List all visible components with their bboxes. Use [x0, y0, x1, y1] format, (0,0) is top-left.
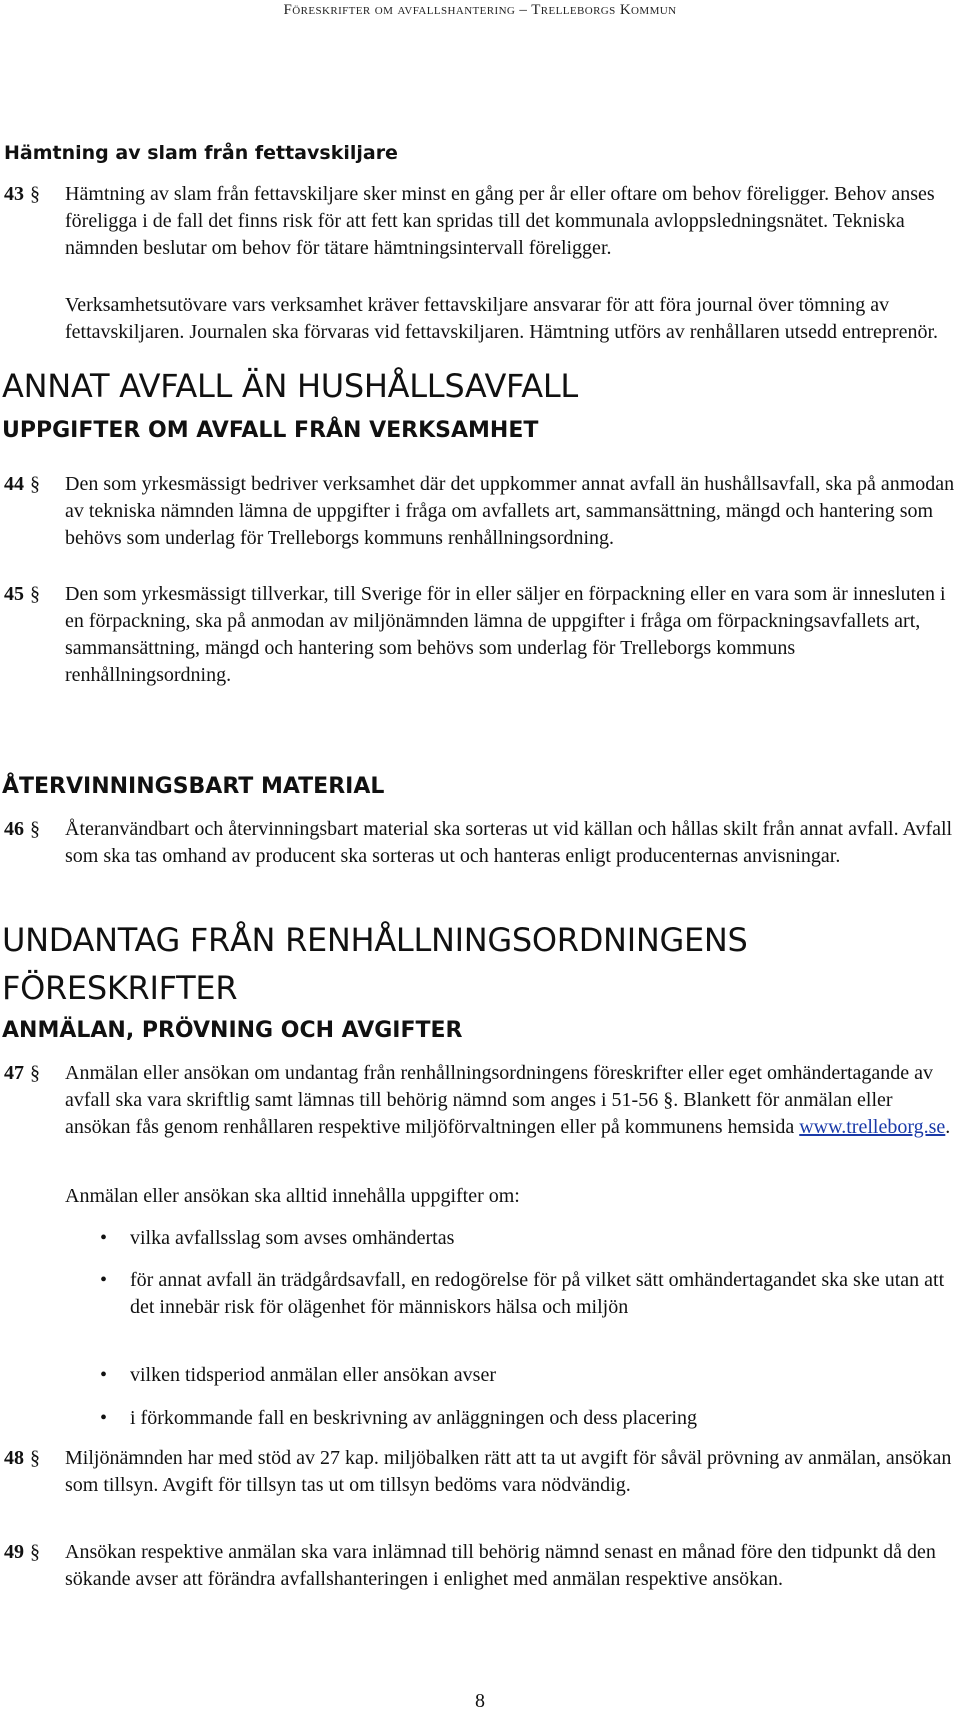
bullet-icon: • — [100, 1269, 108, 1291]
notification-heading: ANMÄLAN, PRÖVNING OCH AVGIFTER — [2, 1018, 463, 1043]
other-waste-heading: ANNAT AVFALL ÄN HUSHÅLLSAVFALL — [2, 367, 578, 405]
paragraph-46-text: Återanvändbart och återvinningsbart material ska sorteras ut vid källan och hållas skilt från annat avfall. Avfall som ska tas omhand av producent ska sorteras ut och hanteras enligt producenternas anvisningar. — [65, 818, 953, 867]
fat-trap-heading: Hämtning av slam från fettavskiljare — [4, 142, 398, 164]
list-item: • för annat avfall än trädgårdsavfall, en redogörelse för på vilket sätt omhändertagandet ska ske utan att det innebär risk för olägenhet för människors hälsa och miljön — [100, 1269, 945, 1318]
recyclable-heading: ÅTERVINNINGSBART MATERIAL — [2, 774, 385, 799]
paragraph-48 — [0, 1445, 955, 1499]
paragraph-number: 49 § — [4, 1541, 40, 1563]
paragraph-43-text-2: Verksamhetsutövare vars verksamhet kräver fettavskiljare ansvarar för att föra journal över tömning av fettavskiljaren. Journalen ska förvaras vid fettavskiljaren. Hämtning utförs av renhållaren utsedd entreprenör. — [65, 294, 939, 343]
paragraph-47-text: Anmälan eller ansökan om undantag från renhållningsordningens föreskrifter eller eget omhändertagande av avfall ska vara skriftlig samt lämnas till behörig nämnd som anges i 51-56 §. Blankett för anmälan eller ansökan fås genom renhållaren respektive miljöförvaltningen eller på kommunens hemsida www.trelleborg.se. — [65, 1062, 951, 1138]
page-number: 8 — [475, 1690, 485, 1712]
bullet-icon: • — [100, 1407, 108, 1429]
bullet-icon: • — [100, 1227, 108, 1249]
paragraph-49-text: Ansökan respektive anmälan ska vara inlämnad till behörig nämnd senast en månad före den tidpunkt då den sökande avser att förändra avfallshanteringen i enlighet med anmälan respektive ansökan. — [65, 1541, 936, 1590]
paragraph-number: 48 § — [4, 1447, 40, 1469]
paragraph-47-intro: Anmälan eller ansökan ska alltid innehålla uppgifter om: — [65, 1185, 520, 1207]
paragraph-44 — [0, 471, 955, 552]
paragraph-43 — [0, 181, 955, 262]
paragraph-45 — [0, 581, 955, 689]
exemptions-heading: UNDANTAG FRÅN RENHÅLLNINGSORDNINGENS FÖRESKRIFTER — [2, 921, 748, 1007]
business-info-heading: UPPGIFTER OM AVFALL FRÅN VERKSAMHET — [2, 418, 539, 443]
bullet-icon: • — [100, 1364, 108, 1386]
paragraph-number: 45 § — [4, 583, 40, 605]
paragraph-47 — [0, 1060, 955, 1141]
paragraph-number: 46 § — [4, 818, 40, 840]
website-link[interactable]: www.trelleborg.se — [799, 1116, 946, 1138]
paragraph-number: 44 § — [4, 473, 40, 495]
paragraph-44-text: Den som yrkesmässigt bedriver verksamhet där det uppkommer annat avfall än hushållsavfall, ska på anmodan av tekniska nämnden lämna de uppgifter i fråga om avfallets art, sammansättning, mängd och hantering som behövs som underlag för Trelleborgs kommuns renhållningsordning. — [65, 473, 955, 549]
paragraph-number: 47 § — [4, 1062, 40, 1084]
paragraph-number: 43 § — [4, 183, 40, 205]
paragraph-45-text: Den som yrkesmässigt tillverkar, till Sverige för in eller säljer en förpackning eller en vara som är innesluten i en förpackning, ska på anmodan av miljönämnden lämna de uppgifter i fråga om förpackningsavfallets art, sammansättning, mängd och hantering som behövs som underlag för Trelleborgs kommuns renhållningsordning. — [65, 583, 946, 686]
running-head: Föreskrifter om avfallshantering – Trelleborgs Kommun — [283, 2, 677, 18]
list-item: • vilka avfallsslag som avses omhändertas — [65, 1225, 955, 1252]
paragraph-46 — [0, 816, 955, 870]
list-item: • vilken tidsperiod anmälan eller ansökan avser — [65, 1362, 955, 1389]
paragraph-48-text: Miljönämnden har med stöd av 27 kap. miljöbalken rätt att ta ut avgift för såväl prövning av anmälan, ansökan som tillsyn. Avgift för tillsyn tas ut om tillsyn bedöms vara nödvändig. — [65, 1447, 952, 1496]
list-item: • i förkommande fall en beskrivning av anläggningen och dess placering — [65, 1405, 955, 1432]
paragraph-49 — [0, 1539, 955, 1593]
paragraph-43-text: Hämtning av slam från fettavskiljare sker minst en gång per år eller oftare om behov föreligger. Behov anses föreligga i de fall det finns risk för att fett kan spridas till det kommunala avloppsledningsnätet. Tekniska nämnden beslutar om behov för tätare hämtningsintervall föreligger. — [65, 183, 935, 259]
